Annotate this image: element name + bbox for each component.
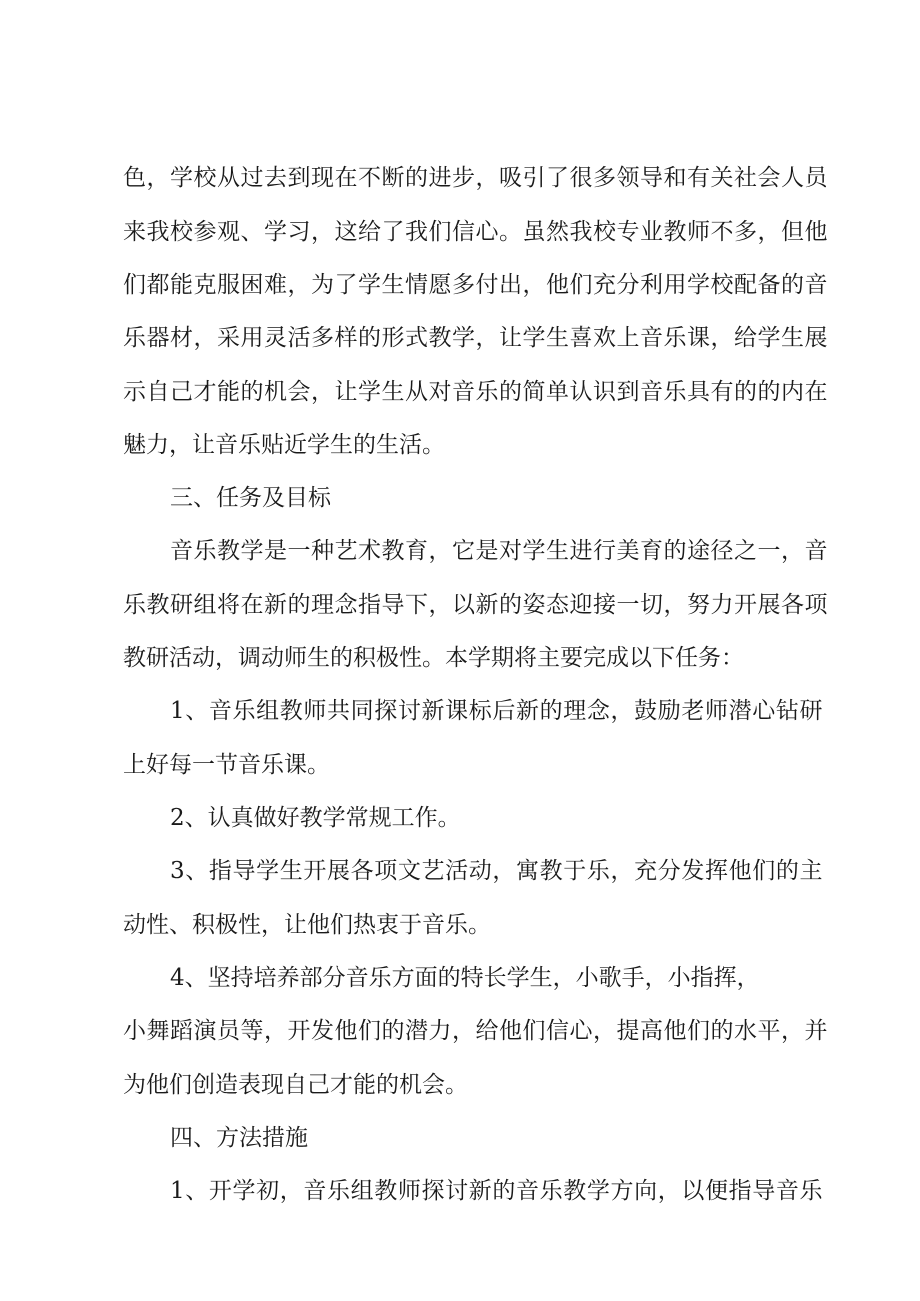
list-item-line: 1、开学初，音乐组教师探讨新的音乐教学方向，以便指导音乐	[170, 1178, 823, 1204]
list-item-line: 小舞蹈演员等，开发他们的潜力，给他们信心，提高他们的水平，并	[123, 1018, 828, 1044]
list-item-line: 1、音乐组教师共同探讨新课标后新的理念，鼓励老师潜心钻研	[170, 698, 823, 724]
paragraph-line: 魅力，让音乐贴近学生的生活。	[123, 432, 445, 458]
paragraph-line: 音乐教学是一种艺术教育，它是对学生进行美育的途径之一，音	[170, 538, 828, 564]
list-item-line: 为他们创造表现自己才能的机会。	[123, 1072, 468, 1098]
paragraph-line: 乐器材，采用灵活多样的形式教学，让学生喜欢上音乐课，给学生展	[123, 325, 828, 351]
list-item-line: 上好每一节音乐课。	[123, 752, 330, 778]
list-item-line: 动性、积极性，让他们热衷于音乐。	[123, 912, 491, 938]
list-item-line: 4、坚持培养部分音乐方面的特长学生，小歌手，小指挥，	[170, 965, 760, 991]
section-heading: 三、任务及目标	[170, 485, 331, 511]
paragraph-line: 教研活动，调动师生的积极性。本学期将主要完成以下任务：	[123, 645, 744, 671]
paragraph-line: 们都能克服困难，为了学生情愿多付出，他们充分利用学校配备的音	[123, 272, 828, 298]
list-item-line: 2、认真做好教学常规工作。	[170, 805, 461, 831]
paragraph-line: 示自己才能的机会，让学生从对音乐的简单认识到音乐具有的的内在	[123, 379, 828, 405]
paragraph-line: 来我校参观、学习，这给了我们信心。虽然我校专业教师不多，但他	[123, 219, 828, 245]
paragraph-line: 色，学校从过去到现在不断的进步，吸引了很多领导和有关社会人员	[123, 165, 828, 191]
paragraph-line: 乐教研组将在新的理念指导下，以新的姿态迎接一切，努力开展各项	[123, 592, 828, 618]
list-item-line: 3、指导学生开展各项文艺活动，寓教于乐，充分发挥他们的主	[170, 858, 823, 884]
section-heading: 四、方法措施	[170, 1125, 308, 1151]
